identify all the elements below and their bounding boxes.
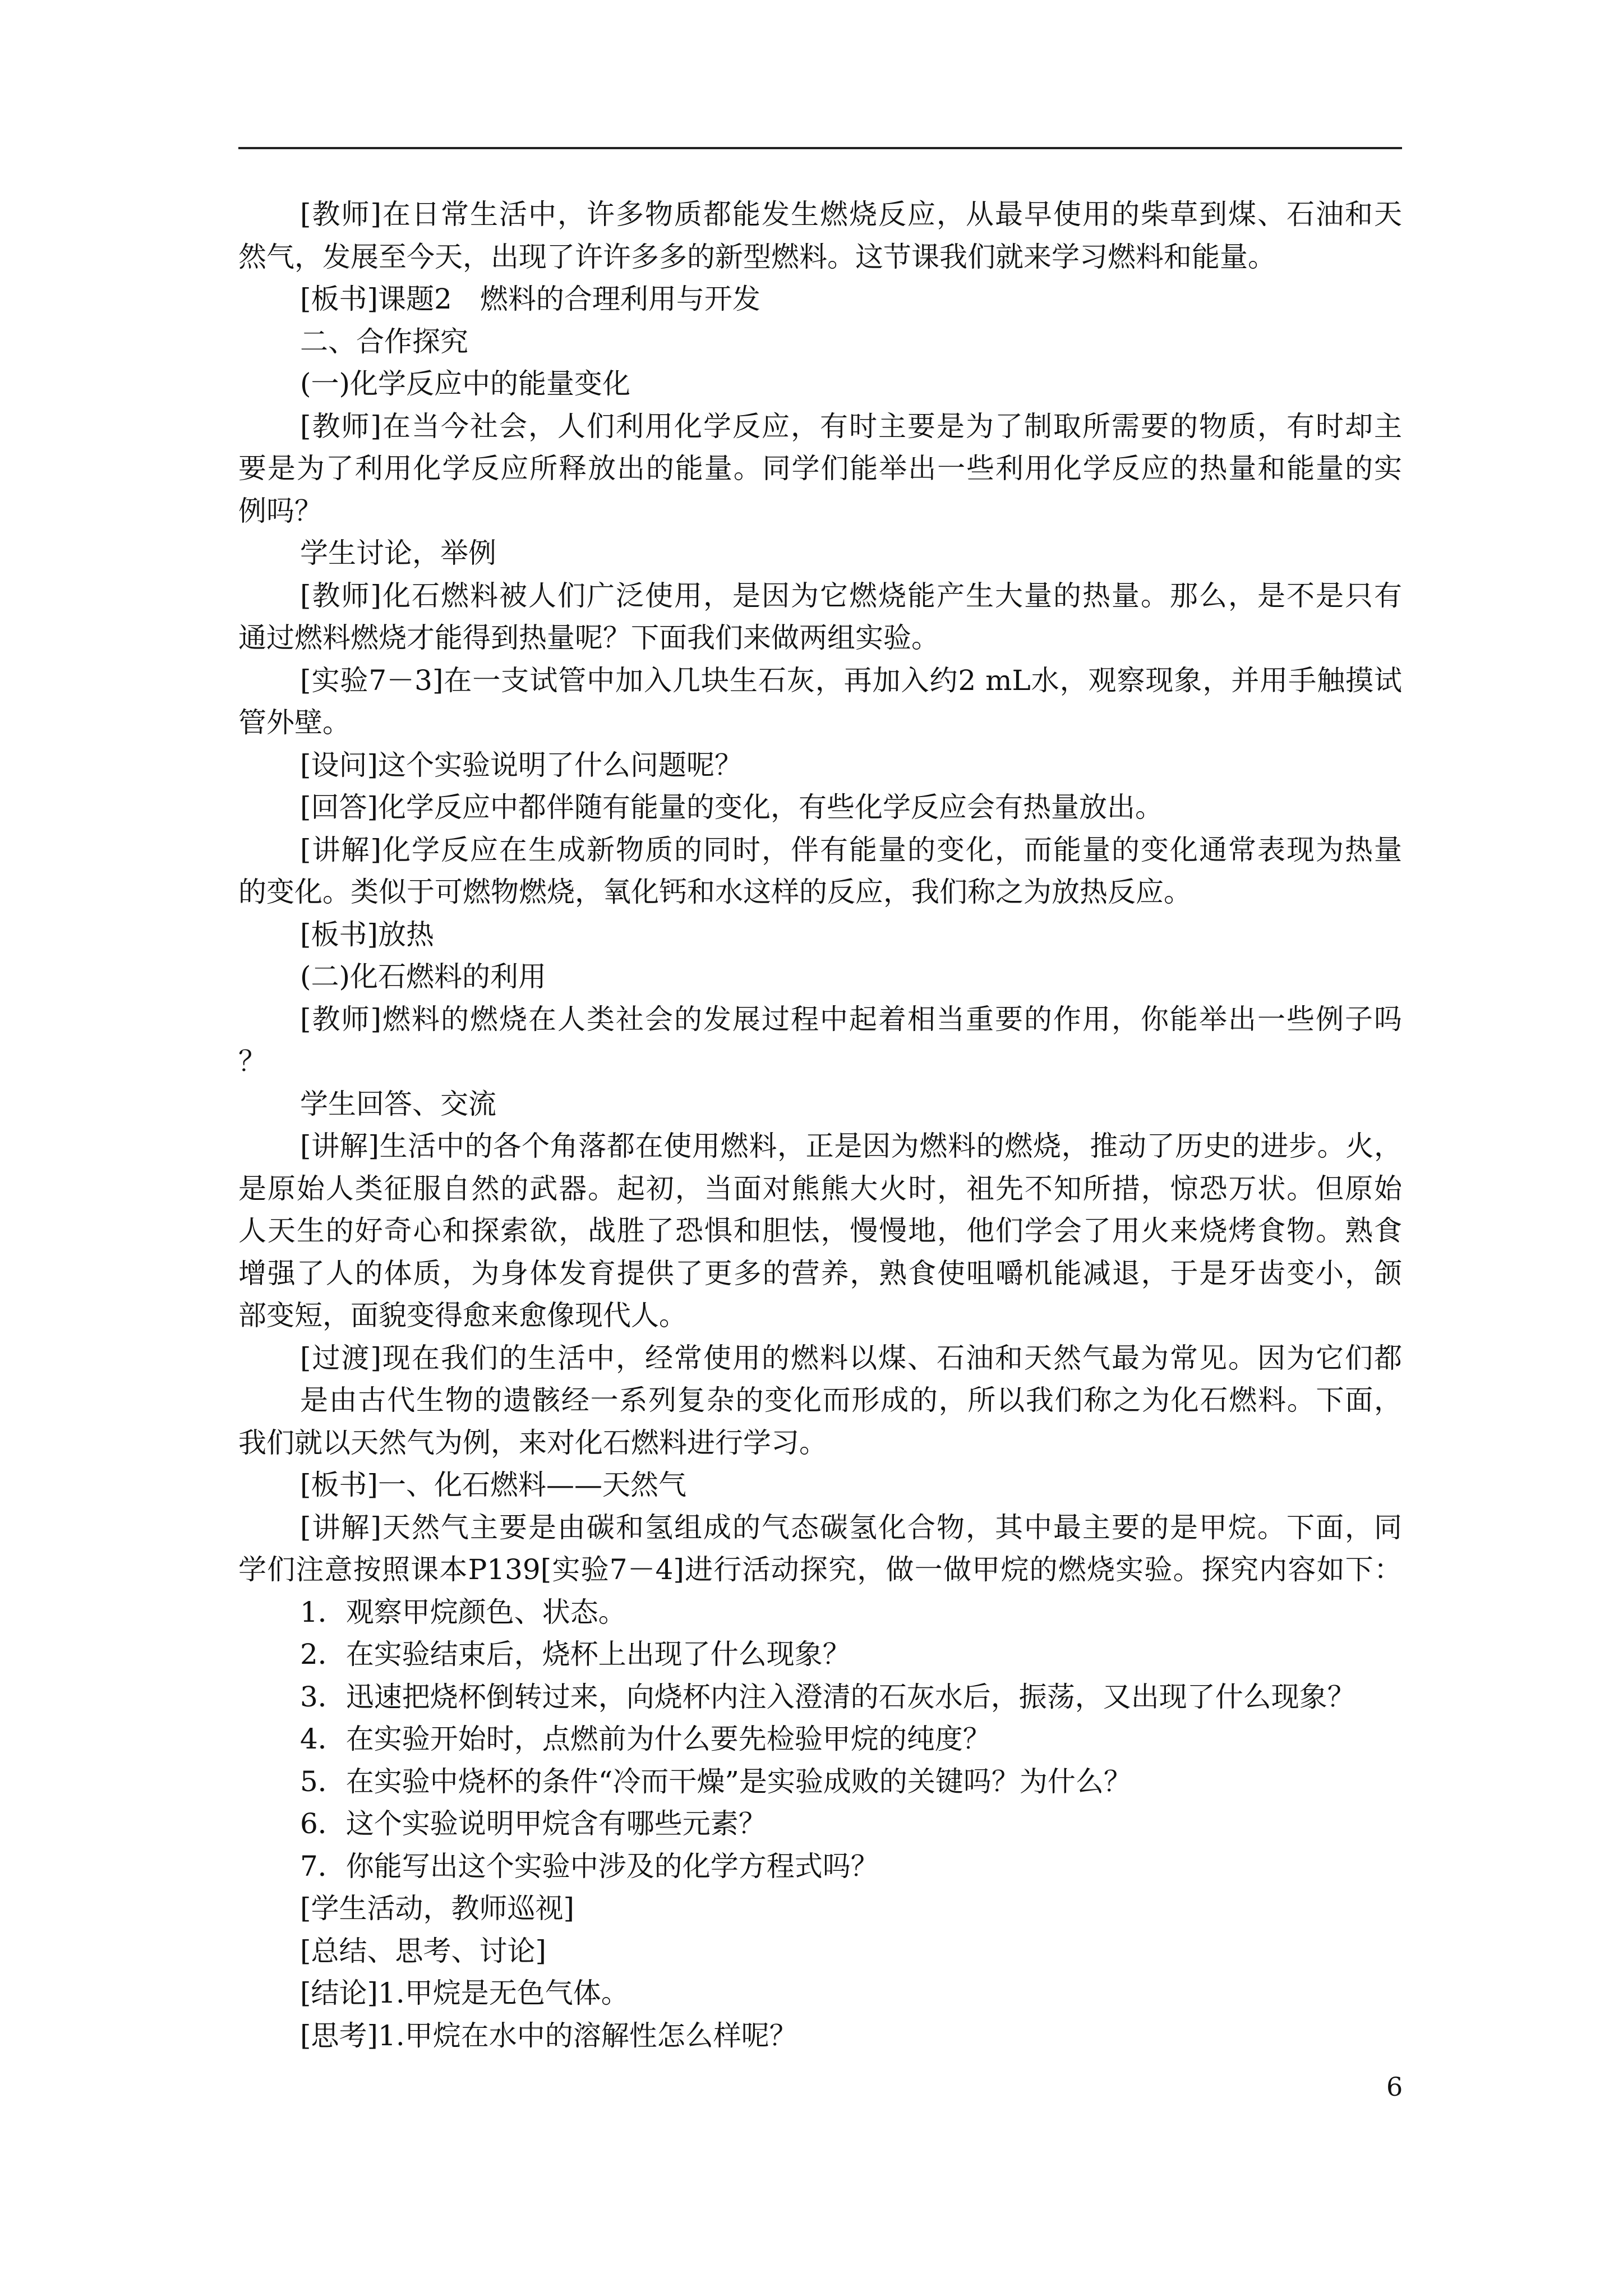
text-line: [实验7－3]在一支试管中加入几块生石灰，再加入约2 mL水，观察现象，并用手触摸试 — [300, 664, 1402, 697]
text-line: 7．你能写出这个实验中涉及的化学方程式吗？ — [300, 1849, 879, 1883]
text-line: 学生讨论，举例 — [300, 537, 496, 569]
text-line: [总结、思考、讨论] — [300, 1934, 547, 1967]
text-line: 的变化。类似于可燃物燃烧，氧化钙和水这样的反应，我们称之为放热反应。 — [238, 876, 1192, 908]
text-line: [教师]在当今社会，人们利用化学反应，有时主要是为了制取所需要的物质，有时却主 — [300, 409, 1402, 443]
text-line: ？ — [238, 1045, 266, 1078]
text-line: 4．在实验开始时，点燃前为什么要先检验甲烷的纯度？ — [300, 1723, 991, 1755]
text-line: 然气，发展至今天，出现了许许多多的新型燃料。这节课我们就来学习燃料和能量。 — [238, 240, 1276, 273]
text-line: 学生回答、交流 — [300, 1087, 496, 1120]
text-line: [板书]课题2 燃料的合理利用与开发 — [300, 283, 760, 315]
text-line: [讲解]天然气主要是由碳和氢组成的气态碳氢化合物，其中最主要的是甲烷。下面，同 — [300, 1511, 1402, 1544]
text-line: 5．在实验中烧杯的条件“冷而干燥”是实验成败的关键吗？为什么？ — [300, 1765, 1132, 1798]
text-line: 是由古代生物的遗骸经一系列复杂的变化而形成的，所以我们称之为化石燃料。下面， — [300, 1384, 1402, 1416]
text-line: [讲解]生活中的各个角落都在使用燃料，正是因为燃料的燃烧，推动了历史的进步。火， — [300, 1130, 1402, 1162]
text-line: (一)化学反应中的能量变化 — [300, 367, 631, 400]
header-rule — [238, 147, 1402, 149]
text-line: 3．迅速把烧杯倒转过来，向烧杯内注入澄清的石灰水后，振荡，又出现了什么现象？ — [300, 1680, 1355, 1713]
text-line: [思考]1.甲烷在水中的溶解性怎么样呢？ — [300, 2019, 797, 2052]
text-line: [教师]燃料的燃烧在人类社会的发展过程中起着相当重要的作用，你能举出一些例子吗 — [300, 1002, 1402, 1036]
text-line: 我们就以天然气为例，来对化石燃料进行学习。 — [238, 1426, 827, 1459]
text-line: 管外壁。 — [238, 706, 351, 739]
text-line: 例吗？ — [238, 494, 322, 527]
text-line: [讲解]化学反应在生成新物质的同时，伴有能量的变化，而能量的变化通常表现为热量 — [300, 833, 1402, 866]
text-line: [教师]化石燃料被人们广泛使用，是因为它燃烧能产生大量的热量。那么，是不是只有 — [300, 579, 1402, 612]
text-line: 通过燃料燃烧才能得到热量呢？下面我们来做两组实验。 — [238, 622, 939, 654]
text-line: 部变短，面貌变得愈来愈像现代人。 — [238, 1299, 687, 1332]
text-line: [过渡]现在我们的生活中，经常使用的燃料以煤、石油和天然气最为常见。因为它们都 — [300, 1341, 1402, 1374]
document-body — [238, 194, 1402, 2057]
text-line: 2．在实验结束后，烧杯上出现了什么现象？ — [300, 1638, 851, 1671]
text-line: [板书]放热 — [300, 918, 435, 951]
text-line: 要是为了利用化学反应所释放出的能量。同学们能举出一些利用化学反应的热量和能量的实 — [238, 452, 1402, 485]
text-line: [结论]1.甲烷是无色气体。 — [300, 1977, 629, 2009]
text-line: 二、合作探究 — [300, 325, 468, 358]
text-line: 是原始人类征服自然的武器。起初，当面对熊熊大火时，祖先不知所措，惊恐万状。但原始 — [238, 1172, 1402, 1205]
text-line: [学生活动，教师巡视] — [300, 1892, 575, 1925]
text-line: 6．这个实验说明甲烷含有哪些元素？ — [300, 1807, 767, 1840]
text-line: [板书]一、化石燃料——天然气 — [300, 1469, 687, 1501]
text-line: 人天生的好奇心和探索欲，战胜了恐惧和胆怯，慢慢地，他们学会了用火来烧烤食物。熟食 — [238, 1214, 1402, 1247]
text-line: [教师]在日常生活中，许多物质都能发生燃烧反应，从最早使用的柴草到煤、石油和天 — [300, 198, 1402, 231]
text-line: [设问]这个实验说明了什么问题呢？ — [300, 748, 743, 781]
text-line: 增强了人的体质，为身体发育提供了更多的营养，熟食使咀嚼机能减退，于是牙齿变小，颌 — [238, 1257, 1402, 1290]
page-number: 6 — [1386, 2072, 1403, 2102]
text-line: (二)化石燃料的利用 — [300, 960, 547, 993]
text-line: 学们注意按照课本P139[实验7－4]进行活动探究，做一做甲烷的燃烧实验。探究内容如下： — [238, 1553, 1402, 1586]
text-line: 1．观察甲烷颜色、状态。 — [300, 1595, 626, 1628]
text-line: [回答]化学反应中都伴随有能量的变化，有些化学反应会有热量放出。 — [300, 791, 1164, 823]
